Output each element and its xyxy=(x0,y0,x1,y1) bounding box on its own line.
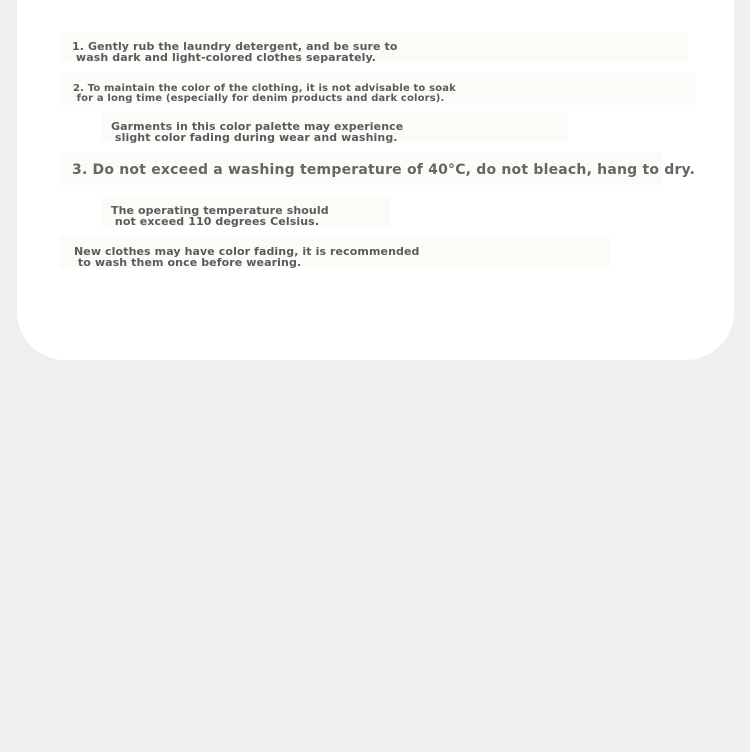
note-temperature-line-1: The operating temperature should xyxy=(111,204,329,217)
step-3-line-1: 3. Do not exceed a washing temperature of 40°C, do not bleach, hang to dry. xyxy=(72,162,696,178)
note-new-clothes-line-1: New clothes may have color fading, it is recommended xyxy=(74,245,420,258)
step-1-line-1: 1. Gently rub the laundry detergent, and be sure to xyxy=(72,40,398,53)
note-temperature-line-2: not exceed 110 degrees Celsius. xyxy=(111,215,320,228)
note-palette-line-1: Garments in this color palette may experience xyxy=(111,120,404,133)
note-palette-line-2: slight color fading during wear and washing. xyxy=(111,131,398,144)
step-1-line-2: wash dark and light-colored clothes separately. xyxy=(72,51,377,64)
step-2-line-2: for a long time (especially for denim products and dark colors). xyxy=(73,93,445,104)
step-2-line-1: 2. To maintain the color of the clothing, it is not advisable to soak xyxy=(73,83,456,94)
note-new-clothes-line-2: to wash them once before wearing. xyxy=(74,256,302,269)
